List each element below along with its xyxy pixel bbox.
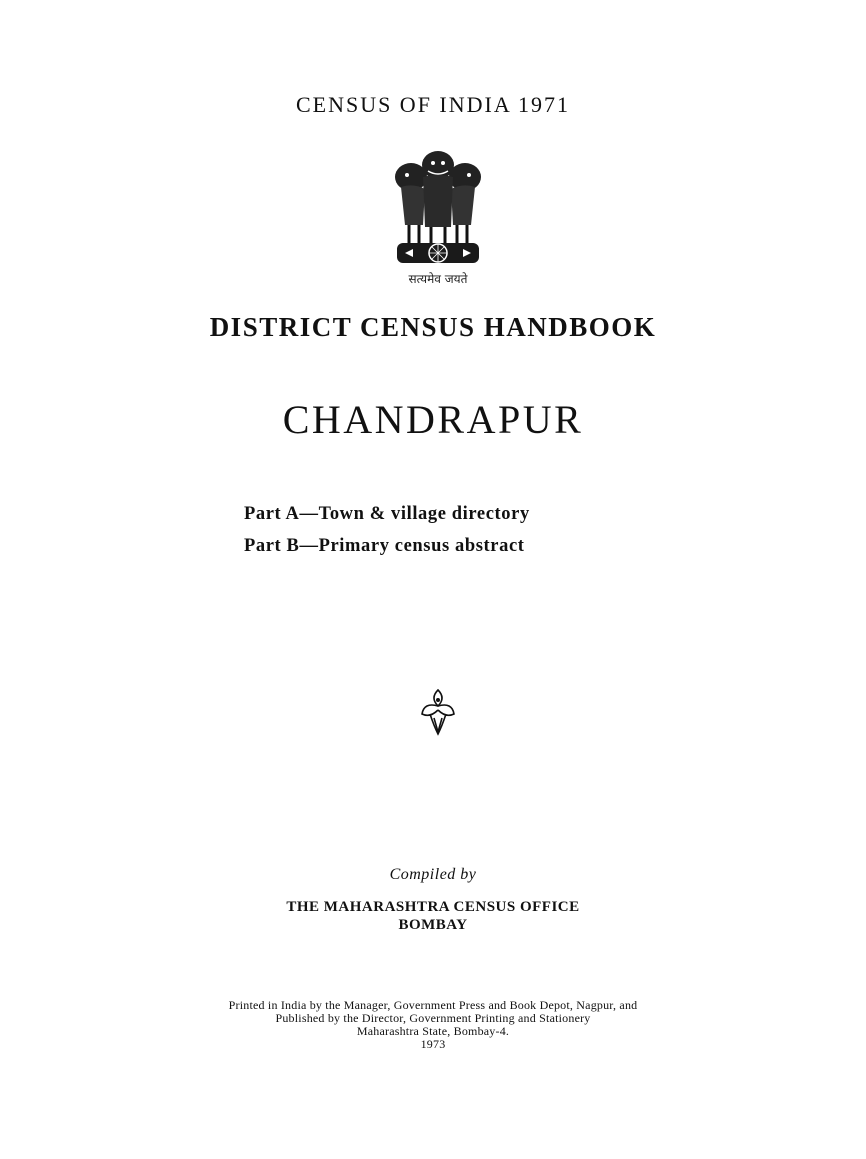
emblem-motto: सत्यमेव जयते	[408, 272, 468, 286]
imprint-year: 1973	[420, 1037, 446, 1051]
part-b: Part B—Primary census abstract	[244, 536, 525, 556]
imprint-line-1: Printed in India by the Manager, Government Press and Book Depot, Nagpur, and	[228, 998, 638, 1012]
part-a: Part A—Town & village directory	[244, 504, 530, 524]
parts-list	[244, 498, 530, 562]
imprint-line-3: Maharashtra State, Bombay-4.	[356, 1024, 510, 1038]
office-city: BOMBAY	[398, 917, 468, 933]
imprint-block	[0, 999, 866, 1051]
census-office: THE MAHARASHTRA CENSUS OFFICE	[286, 899, 580, 915]
document-title: DISTRICT CENSUS HANDBOOK	[209, 312, 657, 342]
lotus-ornament-icon	[420, 688, 456, 736]
publisher-block	[0, 898, 866, 934]
imprint-line-2: Published by the Director, Government Printing and Stationery	[275, 1011, 591, 1025]
compiled-by-label: Compiled by	[389, 866, 477, 883]
census-title: CENSUS OF INDIA 1971	[295, 92, 571, 117]
national-emblem-icon	[383, 143, 493, 291]
district-name: CHANDRAPUR	[282, 397, 584, 442]
